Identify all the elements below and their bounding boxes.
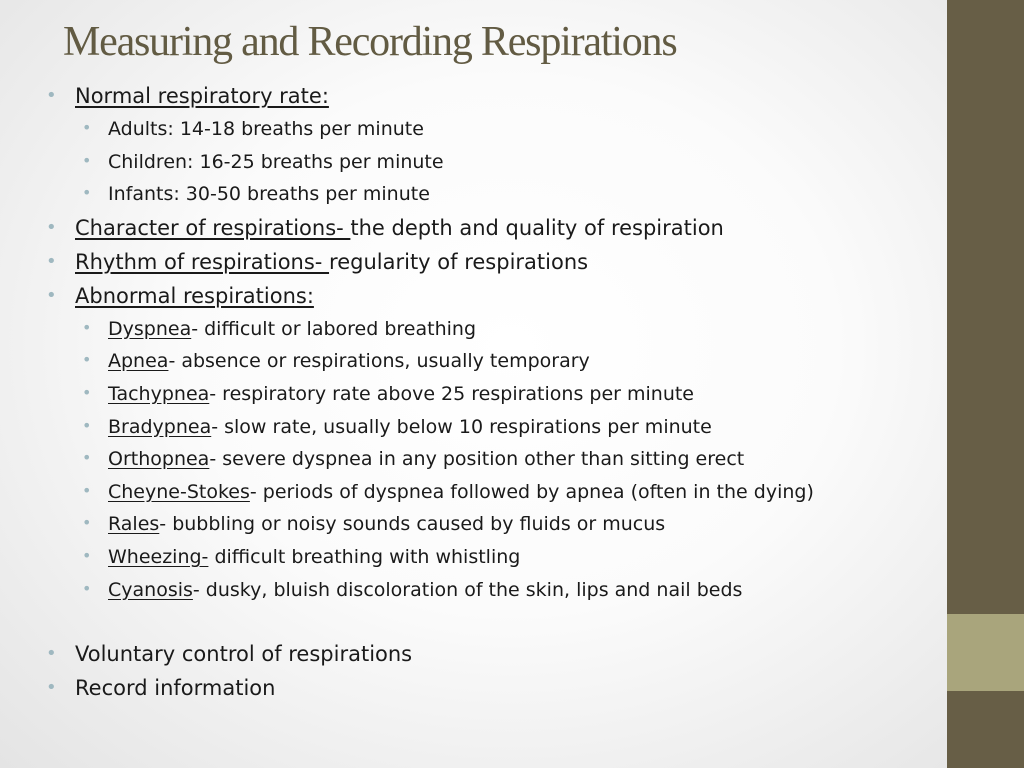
- item-text: Record information: [75, 676, 276, 701]
- bullet-icon: •: [82, 317, 92, 337]
- bullet-icon: •: [46, 677, 57, 699]
- term-label: Wheezing-: [108, 545, 209, 568]
- item-text: - absence or respirations, usually temporary: [168, 350, 590, 373]
- term-label: Dyspnea: [108, 317, 192, 340]
- bullet-icon: •: [82, 545, 92, 565]
- item-text: Infants: 30-50 breaths per minute: [108, 183, 430, 206]
- bullet-icon: •: [46, 643, 57, 665]
- term-label: Apnea: [108, 350, 169, 373]
- sub-list-item: [46, 313, 926, 346]
- sub-list-item: [46, 508, 926, 541]
- list-item: [46, 211, 926, 245]
- term-label: Cheyne-Stokes: [108, 480, 250, 503]
- bullet-icon: •: [46, 85, 57, 106]
- sub-list-item: [46, 443, 926, 476]
- term-label: Cyanosis: [108, 578, 193, 601]
- bullet-icon: •: [46, 284, 57, 306]
- bullet-icon: •: [82, 448, 92, 468]
- item-text: the depth and quality of respiration: [350, 215, 724, 240]
- sub-list-item: [46, 476, 926, 509]
- item-text: difficult breathing with whistling: [208, 545, 521, 568]
- list-item: [46, 637, 926, 671]
- bullet-icon: •: [82, 480, 92, 500]
- bullet-icon: •: [82, 415, 92, 435]
- term-label: Abnormal respirations:: [75, 283, 314, 308]
- bullet-icon: •: [82, 118, 92, 137]
- item-text: regularity of respirations: [329, 249, 589, 274]
- bullet-icon: •: [82, 382, 92, 402]
- item-text: Voluntary control of respirations: [75, 642, 413, 667]
- sub-list-item: [46, 378, 926, 411]
- item-text: - severe dyspnea in any position other than sitting erect: [209, 448, 745, 471]
- bullet-icon: •: [82, 350, 92, 370]
- list-spacer: [46, 606, 926, 637]
- slide-body: [46, 79, 926, 705]
- sub-list-item: [46, 146, 926, 179]
- item-text: - slow rate, usually below 10 respirations per minute: [211, 415, 712, 438]
- term-label: Bradypnea: [108, 415, 212, 438]
- term-label: Rhythm of respirations-: [75, 249, 330, 274]
- sub-list-item: [46, 541, 926, 574]
- term-label: Normal respiratory rate:: [75, 84, 329, 108]
- sub-list-item: [46, 113, 926, 146]
- list-item: [46, 79, 926, 113]
- sub-list-item: [46, 411, 926, 444]
- term-label: Rales: [108, 513, 160, 536]
- item-text: - respiratory rate above 25 respirations per minute: [209, 382, 694, 405]
- bullet-list: [46, 79, 926, 705]
- slide-title: Measuring and Recording Respirations: [63, 19, 677, 65]
- bullet-icon: •: [82, 183, 92, 203]
- list-item: [46, 279, 926, 313]
- bullet-icon: •: [82, 150, 92, 170]
- item-text: Adults: 14-18 breaths per minute: [108, 118, 424, 140]
- item-text: - dusky, bluish discoloration of the skin, lips and nail beds: [192, 578, 743, 601]
- term-label: Orthopnea: [108, 448, 210, 471]
- bullet-icon: •: [82, 578, 92, 598]
- bullet-icon: •: [82, 513, 92, 533]
- decorative-sidebar-band: [947, 614, 1024, 691]
- bullet-icon: •: [46, 250, 57, 272]
- list-item: [46, 671, 926, 705]
- item-text: Children: 16-25 breaths per minute: [108, 150, 444, 173]
- sub-list-item: [46, 345, 926, 378]
- sub-list-item: [46, 574, 926, 607]
- item-text: - bubbling or noisy sounds caused by fluids or mucus: [159, 513, 666, 536]
- term-label: Tachypnea: [108, 382, 210, 405]
- bullet-icon: •: [46, 216, 57, 238]
- item-text: - periods of dyspnea followed by apnea (often in the dying): [249, 480, 814, 503]
- term-label: Character of respirations-: [75, 215, 351, 240]
- sub-list-item: [46, 178, 926, 211]
- item-text: - difficult or labored breathing: [191, 317, 477, 340]
- list-item: [46, 245, 926, 279]
